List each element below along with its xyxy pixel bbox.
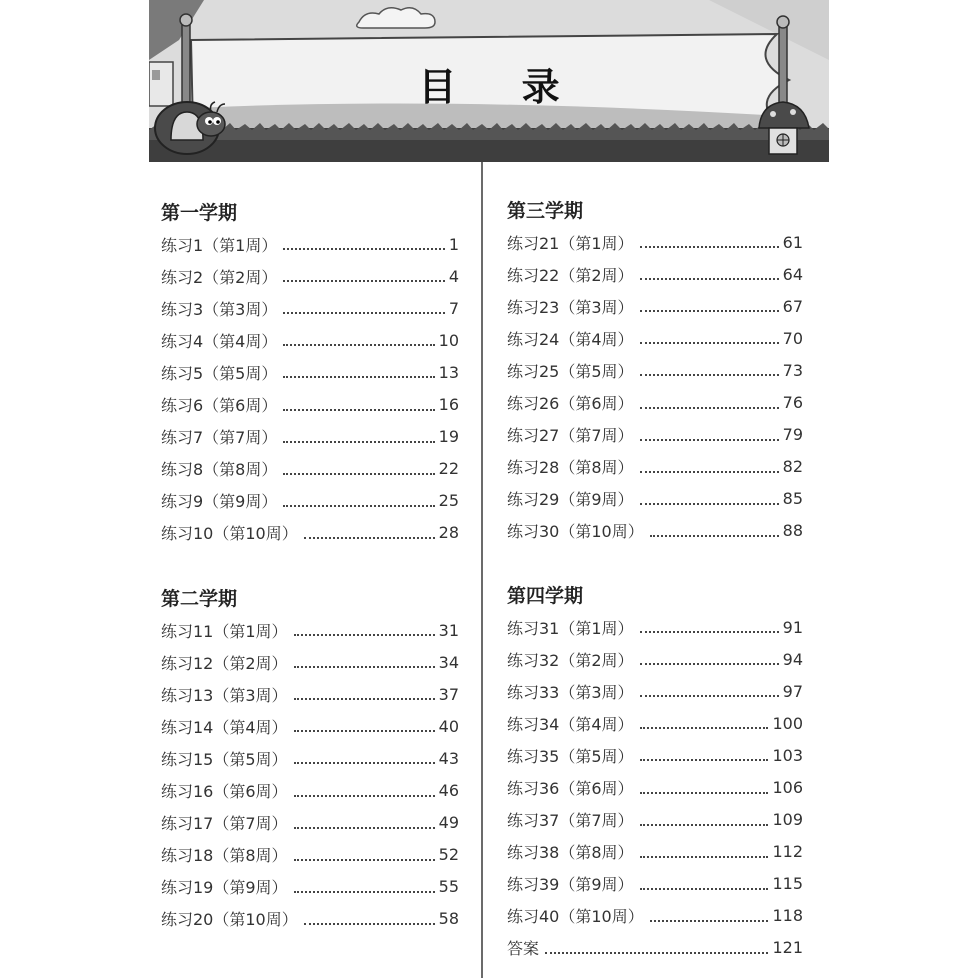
toc-entry bbox=[507, 675, 803, 707]
toc-entry-label: 练习30（第10周） bbox=[507, 522, 644, 542]
toc-entry-page: 25 bbox=[438, 491, 459, 511]
toc-entry bbox=[161, 871, 459, 903]
toc-entry bbox=[507, 836, 803, 868]
toc-entry-page: 34 bbox=[438, 652, 459, 672]
dot-leader bbox=[283, 441, 434, 443]
toc-entry-label: 练习1（第1周） bbox=[161, 235, 278, 255]
section-term-3 bbox=[507, 196, 803, 547]
dot-leader bbox=[640, 278, 779, 280]
dot-leader bbox=[640, 503, 779, 505]
section-heading: 第二学期 bbox=[161, 588, 238, 610]
toc-entry-page: 58 bbox=[438, 909, 459, 929]
toc-entry bbox=[161, 260, 459, 292]
toc-entry bbox=[161, 774, 459, 806]
dot-leader bbox=[283, 248, 444, 250]
toc-entry-page: 100 bbox=[772, 713, 803, 733]
toc-entry bbox=[161, 839, 459, 871]
dot-leader bbox=[640, 727, 769, 729]
toc-entry-label: 练习32（第2周） bbox=[507, 650, 634, 670]
toc-entry-page: 79 bbox=[782, 425, 803, 445]
toc-entry-label: 练习28（第8周） bbox=[507, 458, 634, 478]
toc-entry bbox=[507, 932, 803, 964]
toc-entry-label: 练习12（第2周） bbox=[161, 653, 288, 673]
toc-entry-label: 练习38（第8周） bbox=[507, 843, 634, 863]
section-heading: 第三学期 bbox=[507, 200, 584, 222]
toc-entry bbox=[507, 451, 803, 483]
dot-leader bbox=[294, 762, 435, 764]
toc-entry-label: 练习17（第7周） bbox=[161, 814, 288, 834]
toc-entry-label: 练习36（第6周） bbox=[507, 779, 634, 799]
toc-entry bbox=[161, 646, 459, 678]
dot-leader bbox=[283, 473, 434, 475]
toc-entry-page: 37 bbox=[438, 684, 459, 704]
toc-list bbox=[161, 614, 459, 935]
toc-list bbox=[507, 226, 803, 547]
toc-entry-page: 4 bbox=[448, 266, 459, 286]
toc-entry-label: 练习23（第3周） bbox=[507, 297, 634, 317]
toc-entry bbox=[161, 710, 459, 742]
toc-entry-label: 练习34（第4周） bbox=[507, 714, 634, 734]
dot-leader bbox=[294, 891, 435, 893]
toc-entry-label: 练习14（第4周） bbox=[161, 717, 288, 737]
toc-entry-page: 103 bbox=[772, 745, 803, 765]
dot-leader bbox=[283, 505, 434, 507]
dot-leader bbox=[283, 312, 444, 314]
toc-entry-label: 练习29（第9周） bbox=[507, 490, 634, 510]
toc-entry bbox=[161, 228, 459, 260]
toc-entry-page: 64 bbox=[782, 264, 803, 284]
toc-entry-label: 练习16（第6周） bbox=[161, 782, 288, 802]
toc-entry-label: 练习22（第2周） bbox=[507, 265, 634, 285]
dot-leader bbox=[640, 759, 769, 761]
toc-entry-page: 118 bbox=[772, 906, 803, 926]
toc-entry bbox=[507, 515, 803, 547]
toc-entry-page: 49 bbox=[438, 813, 459, 833]
toc-entry-page: 7 bbox=[448, 298, 459, 318]
toc-entry bbox=[507, 868, 803, 900]
toc-entry-label: 练习37（第7周） bbox=[507, 811, 634, 831]
toc-entry-label: 练习6（第6周） bbox=[161, 396, 278, 416]
toc-entry bbox=[507, 258, 803, 290]
toc-entry bbox=[161, 517, 459, 549]
toc-list bbox=[507, 611, 803, 964]
toc-entry bbox=[161, 485, 459, 517]
toc-entry-page: 13 bbox=[438, 362, 459, 382]
toc-entry-page: 82 bbox=[782, 457, 803, 477]
dot-leader bbox=[294, 698, 435, 700]
toc-entry-page: 1 bbox=[448, 234, 459, 254]
dot-leader bbox=[640, 407, 779, 409]
toc-entry-label: 答案 bbox=[507, 939, 540, 959]
toc-entry bbox=[507, 707, 803, 739]
header-banner bbox=[149, 0, 829, 162]
toc-entry-page: 55 bbox=[438, 877, 459, 897]
dot-leader bbox=[640, 631, 779, 633]
dot-leader bbox=[294, 666, 435, 668]
toc-entry bbox=[161, 614, 459, 646]
toc-page bbox=[149, 0, 829, 978]
toc-entry bbox=[161, 292, 459, 324]
toc-entry-label: 练习15（第5周） bbox=[161, 749, 288, 769]
toc-entry-page: 76 bbox=[782, 393, 803, 413]
toc-entry-label: 练习27（第7周） bbox=[507, 426, 634, 446]
toc-entry-page: 43 bbox=[438, 748, 459, 768]
toc-entry-label: 练习13（第3周） bbox=[161, 685, 288, 705]
dot-leader bbox=[640, 824, 769, 826]
toc-entry bbox=[161, 421, 459, 453]
toc-entry-label: 练习9（第9周） bbox=[161, 492, 278, 512]
section-term-4 bbox=[507, 581, 803, 964]
toc-entry bbox=[161, 356, 459, 388]
toc-entry bbox=[161, 324, 459, 356]
dot-leader bbox=[294, 827, 435, 829]
toc-entry bbox=[507, 354, 803, 386]
toc-entry-page: 31 bbox=[438, 620, 459, 640]
toc-entry-page: 115 bbox=[772, 874, 803, 894]
toc-entry-page: 16 bbox=[438, 395, 459, 415]
dot-leader bbox=[640, 663, 779, 665]
toc-entry bbox=[507, 900, 803, 932]
dot-leader bbox=[294, 730, 435, 732]
toc-entry-label: 练习7（第7周） bbox=[161, 428, 278, 448]
toc-entry-page: 67 bbox=[782, 296, 803, 316]
dot-leader bbox=[283, 376, 434, 378]
toc-entry-label: 练习5（第5周） bbox=[161, 363, 278, 383]
toc-entry-page: 94 bbox=[782, 649, 803, 669]
dot-leader bbox=[640, 374, 779, 376]
dot-leader bbox=[640, 439, 779, 441]
toc-entry-page: 121 bbox=[772, 938, 803, 958]
toc-entry-label: 练习39（第9周） bbox=[507, 875, 634, 895]
toc-entry-label: 练习21（第1周） bbox=[507, 233, 634, 253]
page-title: 目 录 bbox=[418, 65, 586, 109]
dot-leader bbox=[545, 952, 768, 954]
toc-list bbox=[161, 228, 459, 549]
dot-leader bbox=[294, 795, 435, 797]
toc-entry-page: 73 bbox=[782, 360, 803, 380]
toc-entry-page: 91 bbox=[782, 617, 803, 637]
toc-entry-page: 40 bbox=[438, 716, 459, 736]
toc-entry-label: 练习24（第4周） bbox=[507, 329, 634, 349]
toc-entry bbox=[507, 739, 803, 771]
dot-leader bbox=[640, 310, 779, 312]
toc-entry-label: 练习4（第4周） bbox=[161, 331, 278, 351]
toc-entry-label: 练习31（第1周） bbox=[507, 618, 634, 638]
section-heading: 第四学期 bbox=[507, 585, 584, 607]
toc-entry-page: 88 bbox=[782, 521, 803, 541]
toc-entry bbox=[507, 643, 803, 675]
toc-entry-page: 61 bbox=[782, 232, 803, 252]
toc-entry-label: 练习11（第1周） bbox=[161, 621, 288, 641]
dot-leader bbox=[640, 342, 779, 344]
toc-entry bbox=[161, 742, 459, 774]
dot-leader bbox=[304, 923, 435, 925]
toc-entry-page: 22 bbox=[438, 459, 459, 479]
toc-entry bbox=[507, 322, 803, 354]
toc-entry-label: 练习10（第10周） bbox=[161, 524, 298, 544]
toc-entry-label: 练习18（第8周） bbox=[161, 846, 288, 866]
section-term-2 bbox=[161, 584, 459, 935]
dot-leader bbox=[283, 280, 444, 282]
toc-entry-page: 112 bbox=[772, 842, 803, 862]
toc-entry-page: 70 bbox=[782, 328, 803, 348]
toc-entry-label: 练习2（第2周） bbox=[161, 267, 278, 287]
dot-leader bbox=[294, 859, 435, 861]
dot-leader bbox=[650, 920, 769, 922]
toc-entry-page: 106 bbox=[772, 778, 803, 798]
dot-leader bbox=[640, 792, 769, 794]
toc-entry-label: 练习8（第8周） bbox=[161, 460, 278, 480]
toc-entry bbox=[161, 388, 459, 420]
dot-leader bbox=[294, 634, 435, 636]
toc-entry bbox=[507, 771, 803, 803]
column-divider bbox=[481, 162, 483, 978]
dot-leader bbox=[640, 471, 779, 473]
dot-leader bbox=[304, 537, 435, 539]
toc-entry-page: 52 bbox=[438, 845, 459, 865]
toc-entry-label: 练习26（第6周） bbox=[507, 394, 634, 414]
toc-entry-page: 28 bbox=[438, 523, 459, 543]
toc-entry-label: 练习25（第5周） bbox=[507, 361, 634, 381]
toc-entry-label: 练习40（第10周） bbox=[507, 907, 644, 927]
toc-entry-label: 练习33（第3周） bbox=[507, 682, 634, 702]
toc-entry-label: 练习19（第9周） bbox=[161, 878, 288, 898]
toc-entry bbox=[507, 804, 803, 836]
toc-entry bbox=[161, 453, 459, 485]
dot-leader bbox=[283, 344, 434, 346]
dot-leader bbox=[640, 856, 769, 858]
toc-entry bbox=[507, 419, 803, 451]
toc-entry bbox=[507, 226, 803, 258]
toc-entry-page: 97 bbox=[782, 681, 803, 701]
toc-entry bbox=[507, 483, 803, 515]
toc-entry-label: 练习35（第5周） bbox=[507, 746, 634, 766]
toc-entry bbox=[507, 290, 803, 322]
toc-entry bbox=[161, 903, 459, 935]
toc-entry bbox=[507, 386, 803, 418]
toc-entry-page: 46 bbox=[438, 781, 459, 801]
toc-entry bbox=[507, 611, 803, 643]
section-heading: 第一学期 bbox=[161, 202, 238, 224]
toc-entry bbox=[161, 678, 459, 710]
dot-leader bbox=[650, 535, 779, 537]
dot-leader bbox=[640, 695, 779, 697]
toc-entry-page: 109 bbox=[772, 810, 803, 830]
toc-entry-page: 10 bbox=[438, 330, 459, 350]
dot-leader bbox=[640, 246, 779, 248]
toc-entry-page: 85 bbox=[782, 489, 803, 509]
toc-entry bbox=[161, 807, 459, 839]
toc-entry-label: 练习3（第3周） bbox=[161, 299, 278, 319]
dot-leader bbox=[283, 409, 434, 411]
dot-leader bbox=[640, 888, 769, 890]
toc-entry-label: 练习20（第10周） bbox=[161, 910, 298, 930]
toc-entry-page: 19 bbox=[438, 427, 459, 447]
section-term-1 bbox=[161, 198, 459, 549]
